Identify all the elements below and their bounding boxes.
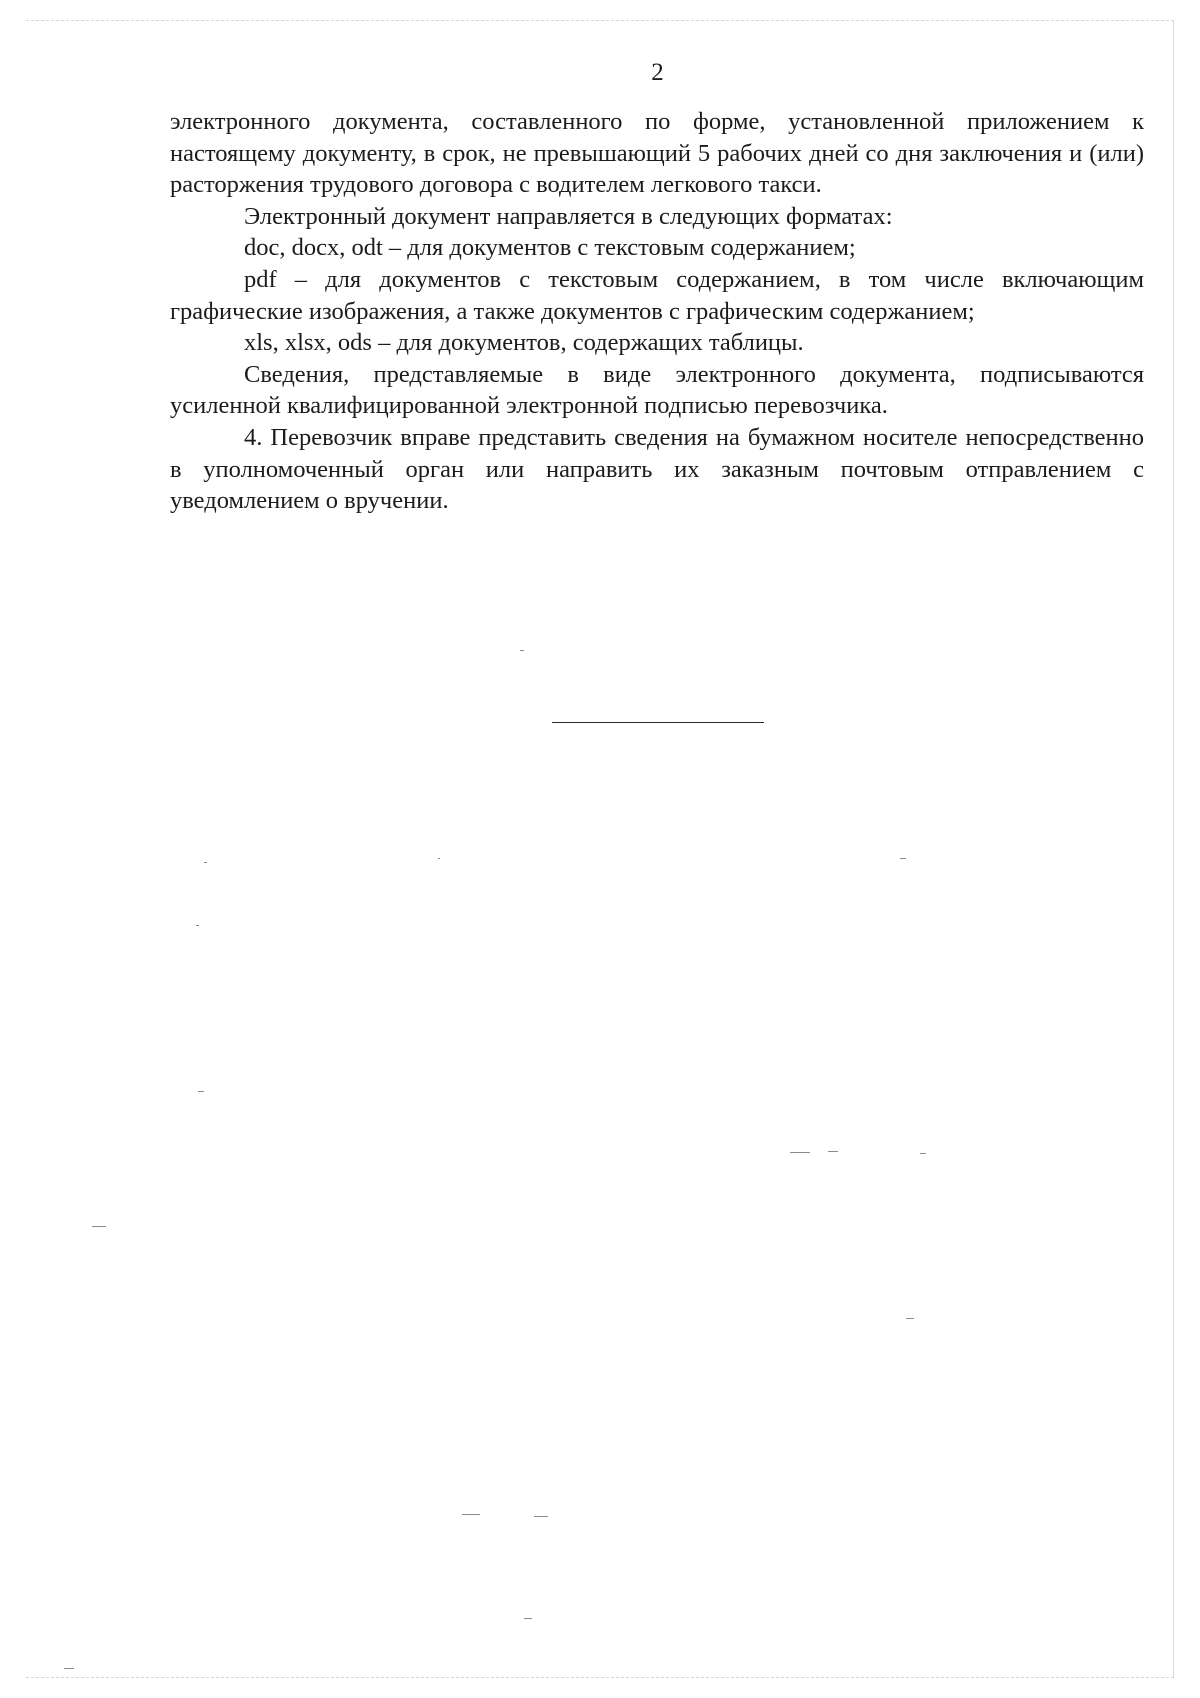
paragraph-formats-intro: Электронный документ направляется в следующих форматах: bbox=[244, 202, 893, 230]
document-body bbox=[170, 106, 1144, 517]
scan-speck bbox=[790, 1152, 810, 1153]
scan-speck bbox=[196, 925, 199, 926]
scan-speck bbox=[438, 858, 440, 859]
scan-speck bbox=[920, 1153, 926, 1154]
paragraph-format-xls: xls, xlsx, ods – для документов, содержащих таблицы. bbox=[244, 329, 804, 357]
scan-speck bbox=[900, 858, 906, 859]
end-of-document-rule bbox=[552, 722, 764, 723]
scan-speck bbox=[906, 1318, 914, 1319]
scan-speck bbox=[828, 1151, 838, 1152]
paragraph-format-doc: doc, docx, odt – для документов с текстовым содержанием; bbox=[244, 234, 856, 262]
paragraph-continuation: электронного документа, составленного по форме, установленной приложением к настоящему документу, в срок, не превышающий 5 рабочих дней со дня заключения и (или) расторжения трудового договора с водителем легкового такси. bbox=[170, 108, 1144, 199]
scan-speck bbox=[462, 1514, 480, 1515]
scan-speck bbox=[92, 1226, 106, 1227]
paragraph-item-4: 4. Перевозчик вправе представить сведения на бумажном носителе непосредственно в уполномоченный орган или направить их заказным почтовым отправлением с уведомлением о вручении. bbox=[170, 423, 1144, 515]
scan-speck bbox=[204, 862, 207, 863]
paragraph-signature: Сведения, представляемые в виде электронного документа, подписываются усиленной квалифицированной электронной подписью перевозчика. bbox=[170, 360, 1144, 420]
page-number: 2 bbox=[651, 59, 664, 86]
scan-speck bbox=[520, 650, 524, 651]
scan-speck bbox=[524, 1618, 532, 1619]
scan-speck bbox=[534, 1516, 548, 1517]
scan-speck bbox=[64, 1668, 74, 1669]
scan-speck bbox=[198, 1091, 204, 1092]
paragraph-format-pdf: pdf – для документов с текстовым содержанием, в том числе включающим графические изображения, а также документов с графическим содержанием; bbox=[170, 265, 1144, 325]
